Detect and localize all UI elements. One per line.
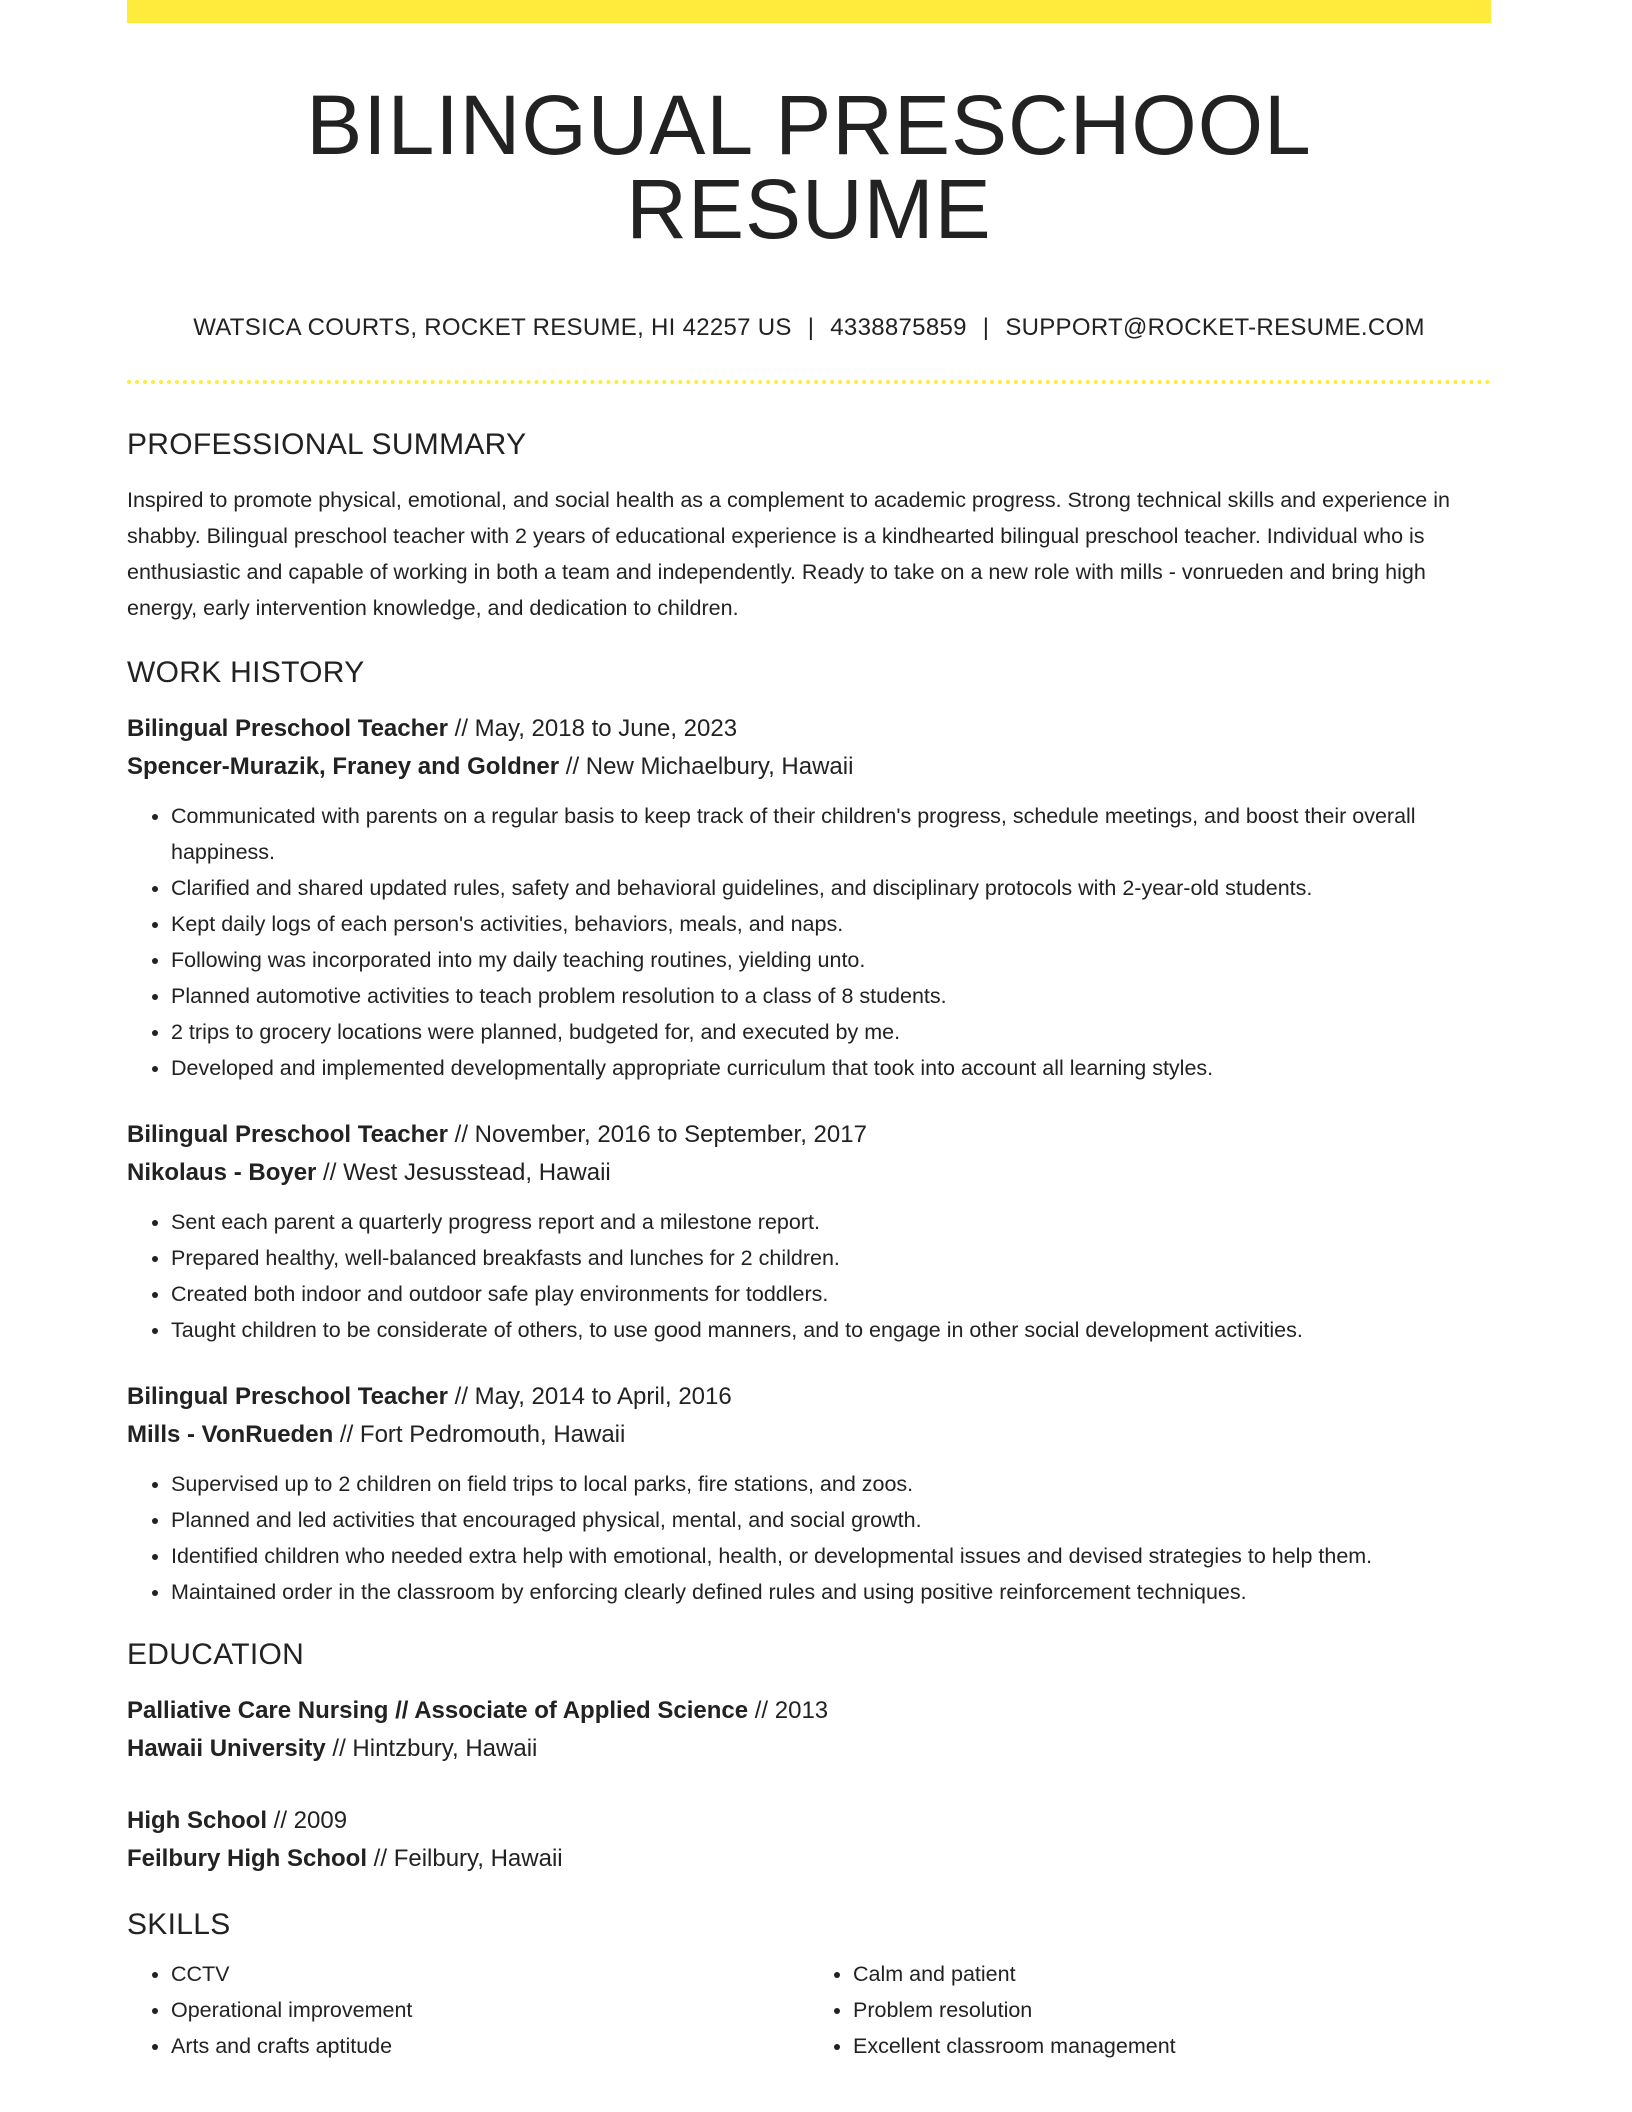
resume-title: BILINGUAL PRESCHOOL RESUME — [306, 78, 1312, 256]
skills-heading: SKILLS — [127, 1908, 231, 1941]
skill-item: • Excellent classroom management — [853, 2028, 1491, 2064]
job-title: Bilingual Preschool Teacher — [127, 1121, 448, 1148]
list-item: • Identified children who needed extra help with emotional, health, or developmental issues and devised strategies to help them. — [171, 1538, 1491, 1574]
skill-item: • Operational improvement — [171, 1992, 809, 2028]
job-location: // West Jesusstead, Hawaii — [316, 1159, 611, 1186]
job-location: // Fort Pedromouth, Hawaii — [333, 1421, 626, 1448]
list-item: • Created both indoor and outdoor safe play environments for toddlers. — [171, 1276, 1491, 1312]
skill-item: • Calm and patient — [853, 1956, 1491, 1992]
job-entry — [127, 710, 1491, 1086]
education-entry — [127, 1692, 1491, 1768]
list-item: • Taught children to be considerate of others, to use good manners, and to engage in other social development activities. — [171, 1312, 1491, 1348]
school-line — [127, 1840, 1491, 1878]
school-location: // Feilbury, Hawaii — [367, 1845, 563, 1872]
job-title-line — [127, 710, 1491, 748]
education-heading: EDUCATION — [127, 1638, 305, 1671]
job-dates: // May, 2018 to June, 2023 — [447, 715, 738, 742]
school: Hawaii University — [127, 1735, 326, 1762]
job-company-line — [127, 1154, 1491, 1192]
list-item: • Prepared healthy, well-balanced breakfasts and lunches for 2 children. — [171, 1240, 1491, 1276]
summary-text: Inspired to promote physical, emotional, and social health as a complement to academic progress. Strong technical skills and experience in shabby. Bilingual preschool teacher with 2 years of educational experience is a kindhearted bilingual preschool teacher. Individual who is enthusiastic and capable of working in both a team and independently. Ready to take on a new role with mills - vonrueden and bring high energy, early intervention knowledge, and dedication to children. — [127, 488, 1450, 620]
skill-item: • Problem resolution — [853, 1992, 1491, 2028]
degree: High School — [127, 1807, 267, 1834]
summary-heading: PROFESSIONAL SUMMARY — [127, 428, 527, 461]
skill-item: • Arts and crafts aptitude — [171, 2028, 809, 2064]
school-location: // Hintzbury, Hawaii — [325, 1735, 538, 1762]
degree-line — [127, 1692, 1491, 1730]
degree-line — [127, 1802, 1491, 1840]
contact-address: WATSICA COURTS, ROCKET RESUME, HI 42257 US — [193, 314, 792, 341]
contact-separator: | — [982, 314, 990, 341]
job-title: Bilingual Preschool Teacher — [127, 715, 448, 742]
skills-column-left — [127, 1956, 809, 2064]
list-item: • Supervised up to 2 children on field trips to local parks, fire stations, and zoos. — [171, 1466, 1491, 1502]
degree: Palliative Care Nursing // Associate of Applied Science — [127, 1697, 749, 1724]
skill-item: • CCTV — [171, 1956, 809, 1992]
skills-column-right — [809, 1956, 1491, 2064]
list-item: • Maintained order in the classroom by enforcing clearly defined rules and using positive reinforcement techniques. — [171, 1574, 1491, 1610]
school-line — [127, 1730, 1491, 1768]
job-company-line — [127, 748, 1491, 786]
list-item: • Clarified and shared updated rules, safety and behavioral guidelines, and disciplinary protocols with 2-year-old students. — [171, 870, 1491, 906]
contact-line — [127, 314, 1491, 342]
job-dates: // May, 2014 to April, 2016 — [447, 1383, 732, 1410]
contact-separator: | — [807, 314, 815, 341]
job-entry — [127, 1116, 1491, 1348]
contact-email: SUPPORT@ROCKET-RESUME.COM — [1005, 314, 1425, 341]
accent-bar — [127, 0, 1491, 23]
job-location: // New Michaelbury, Hawaii — [559, 753, 854, 780]
list-item: • Kept daily logs of each person's activities, behaviors, meals, and naps. — [171, 906, 1491, 942]
list-item: • Developed and implemented developmentally appropriate curriculum that took into account all learning styles. — [171, 1050, 1491, 1086]
list-item: • 2 trips to grocery locations were planned, budgeted for, and executed by me. — [171, 1014, 1491, 1050]
job-title-line — [127, 1116, 1491, 1154]
list-item: • Sent each parent a quarterly progress report and a milestone report. — [171, 1204, 1491, 1240]
work-history-heading: WORK HISTORY — [127, 656, 365, 689]
graduation-year: // 2013 — [748, 1697, 829, 1724]
contact-phone: 4338875859 — [830, 314, 967, 341]
resume-page — [127, 0, 1491, 2064]
school: Feilbury High School — [127, 1845, 368, 1872]
list-item: • Planned automotive activities to teach problem resolution to a class of 8 students. — [171, 978, 1491, 1014]
skills-list — [127, 1942, 1491, 2064]
job-title: Bilingual Preschool Teacher — [127, 1383, 448, 1410]
job-company: Spencer-Murazik, Franey and Goldner — [127, 753, 560, 780]
job-company: Nikolaus - Boyer — [127, 1159, 317, 1186]
list-item: • Planned and led activities that encouraged physical, mental, and social growth. — [171, 1502, 1491, 1538]
job-bullets — [127, 1466, 1491, 1610]
job-title-line — [127, 1378, 1491, 1416]
job-company-line — [127, 1416, 1491, 1454]
job-bullets — [127, 1204, 1491, 1348]
divider — [127, 380, 1491, 384]
job-dates: // November, 2016 to September, 2017 — [447, 1121, 867, 1148]
job-bullets — [127, 798, 1491, 1086]
list-item: • Communicated with parents on a regular basis to keep track of their children's progress, schedule meetings, and boost their overall happiness. — [171, 798, 1491, 870]
list-item: • Following was incorporated into my daily teaching routines, yielding unto. — [171, 942, 1491, 978]
job-company: Mills - VonRueden — [127, 1421, 334, 1448]
job-entry — [127, 1378, 1491, 1610]
graduation-year: // 2009 — [267, 1807, 348, 1834]
education-entry — [127, 1802, 1491, 1878]
